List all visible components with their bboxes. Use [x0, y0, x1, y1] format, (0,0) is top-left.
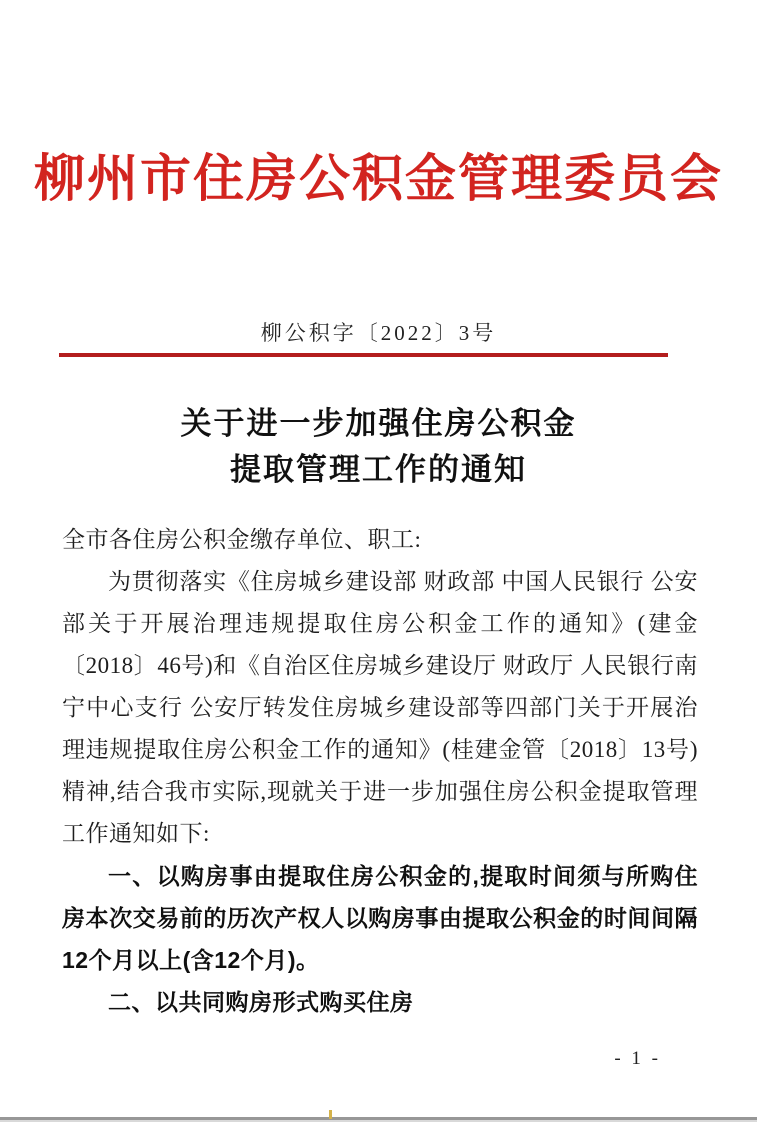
page-number: - 1 - [614, 1048, 661, 1069]
red-divider-rule [59, 353, 668, 357]
scan-mark-artifact [329, 1110, 332, 1119]
notice-title-line2: 提取管理工作的通知 [230, 452, 527, 487]
notice-title [0, 401, 757, 493]
letterhead-title: 柳州市住房公积金管理委员会 [33, 152, 723, 208]
body-paragraph: 全市各住房公积金缴存单位、职工: [62, 527, 422, 552]
body-paragraph: 为贯彻落实《住房城乡建设部 财政部 中国人民银行 公安部关于开展治理违规提取住房公积金工作的通知》(建金〔2018〕46号)和《自治区住房城乡建设厅 财政厅 人民银行南宁中心支行 公安厅转发住房城乡建设部等四部门关于开展治理违规提取住房公积金工作的通知》(桂建金管〔2018〕13号)精神,结合我市实际,现就关于进一步加强住房公积金提取管理工作通知如下: [62, 569, 698, 846]
document-number: 柳公积字〔2022〕3号 [260, 321, 497, 345]
notice-title-line1: 关于进一步加强住房公积金 [180, 406, 577, 441]
scan-edge-artifact [0, 1117, 757, 1120]
notice-item-paragraph: 二、以共同购房形式购买住房 [108, 989, 414, 1015]
document-body [62, 519, 698, 1023]
notice-item-paragraph: 一、以购房事由提取住房公积金的,提取时间须与所购住房本次交易前的历次产权人以购房事由提取公积金的时间间隔12个月以上(含12个月)。 [62, 863, 698, 973]
